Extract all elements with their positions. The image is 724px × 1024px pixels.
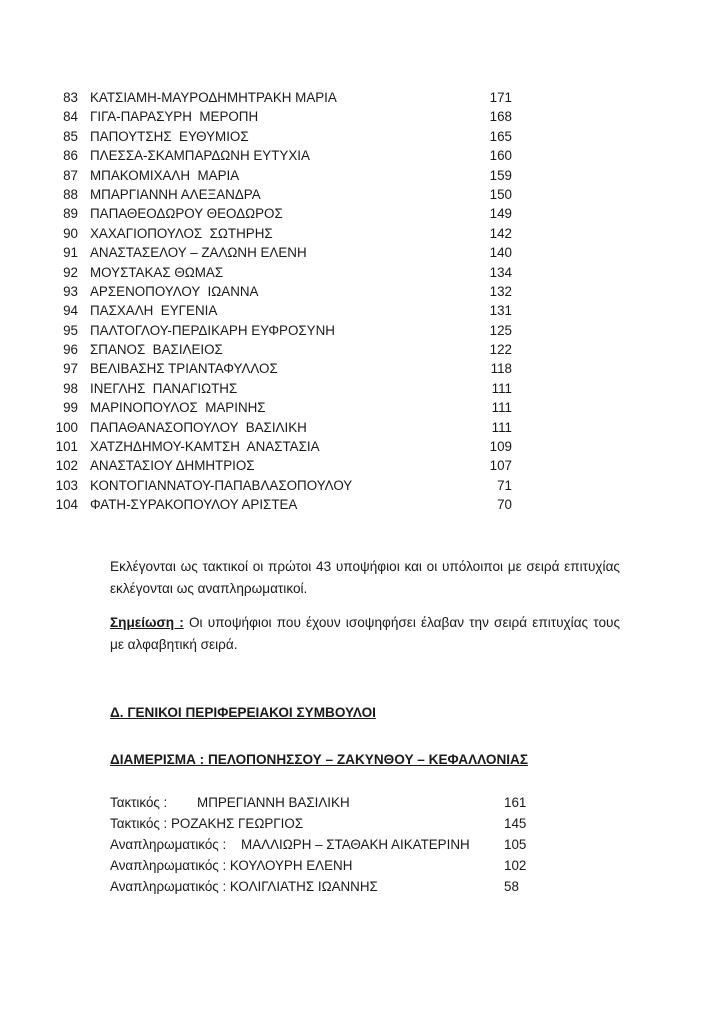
rank-number: 94 bbox=[63, 303, 78, 319]
vote-count: 140 bbox=[489, 245, 512, 261]
table-row bbox=[52, 495, 522, 514]
table-row bbox=[52, 263, 522, 282]
table-row bbox=[52, 243, 522, 262]
candidate-name: ΒΕΛΙΒΑΣΗΣ ΤΡΙΑΝΤΑΦΥΛΛΟΣ bbox=[90, 361, 278, 377]
table-row bbox=[52, 418, 522, 437]
elected-paragraph: Εκλέγονται ως τακτικοί οι πρώτοι 43 υποψήφιοι και οι υπόλοιποι με σειρά επιτυχίας εκλέγονται ως αναπληρωματικοί. bbox=[110, 559, 620, 596]
ranking-table bbox=[52, 88, 522, 515]
rank-number: 95 bbox=[63, 322, 78, 338]
note-text: Οι υποψήφιοι που έχουν ισοψηφήσει έλαβαν την σειρά επιτυχίας τους με αλφαβητική σειρά. bbox=[110, 615, 620, 652]
table-row bbox=[52, 146, 522, 165]
rank-number: 99 bbox=[63, 400, 78, 416]
vote-count: 142 bbox=[489, 225, 512, 241]
vote-count: 145 bbox=[504, 816, 527, 831]
table-row bbox=[52, 282, 522, 301]
vote-count: 122 bbox=[489, 342, 512, 358]
table-row bbox=[52, 359, 522, 378]
table-row bbox=[52, 185, 522, 204]
rank-number: 104 bbox=[55, 497, 78, 513]
table-row bbox=[52, 107, 522, 126]
vote-count: 102 bbox=[504, 858, 527, 873]
vote-count: 109 bbox=[489, 439, 512, 455]
table-row bbox=[52, 166, 522, 185]
member-entry: Αναπληρωματικός : ΚΟΛΙΓΛΙΑΤΗΣ ΙΩΑΝΝΗΣ bbox=[110, 879, 378, 894]
vote-count: 149 bbox=[489, 206, 512, 222]
rank-number: 85 bbox=[63, 128, 78, 144]
department-heading: ΔΙΑΜΕΡΙΣΜΑ : ΠΕΛΟΠΟΝΗΣΣΟΥ – ΖΑΚΥΝΘΟΥ – ΚΕΦΑΛΛΟΝΙΑΣ bbox=[110, 752, 529, 767]
table-row bbox=[52, 224, 522, 243]
table-row bbox=[52, 437, 522, 456]
table-row bbox=[52, 476, 522, 495]
rank-number: 88 bbox=[63, 186, 78, 202]
vote-count: 159 bbox=[489, 167, 512, 183]
rank-number: 89 bbox=[63, 206, 78, 222]
member-entry: Αναπληρωματικός : ΚΟΥΛΟΥΡΗ ΕΛΕΝΗ bbox=[110, 858, 353, 873]
vote-count: 105 bbox=[504, 837, 527, 852]
rank-number: 101 bbox=[55, 439, 78, 455]
vote-count: 107 bbox=[489, 458, 512, 474]
rank-number: 83 bbox=[63, 90, 78, 105]
list-item bbox=[110, 834, 530, 855]
table-row bbox=[52, 321, 522, 340]
rank-number: 96 bbox=[63, 342, 78, 358]
list-item bbox=[110, 876, 530, 897]
table-row bbox=[52, 301, 522, 320]
rank-number: 87 bbox=[63, 167, 78, 183]
rank-number: 90 bbox=[63, 225, 78, 241]
rank-number: 98 bbox=[63, 380, 78, 396]
candidate-name: ΜΟΥΣΤΑΚΑΣ ΘΩΜΑΣ bbox=[90, 264, 224, 280]
table-row bbox=[52, 127, 522, 146]
vote-count: 118 bbox=[490, 361, 512, 377]
rank-number: 84 bbox=[63, 109, 78, 125]
list-item bbox=[110, 855, 530, 876]
candidate-name: ΧΑΤΖΗΔΗΜΟΥ-ΚΑΜΤΣΗ ΑΝΑΣΤΑΣΙΑ bbox=[90, 439, 320, 455]
candidate-name: ΠΑΣΧΑΛΗ ΕΥΓΕΝΙΑ bbox=[90, 303, 218, 319]
council-list bbox=[110, 792, 530, 897]
candidate-name: ΠΑΠΑΘΑΝΑΣΟΠΟΥΛΟΥ ΒΑΣΙΛΙΚΗ bbox=[90, 419, 307, 435]
candidate-name: ΠΑΠΑΘΕΟΔΩΡΟΥ ΘΕΟΔΩΡΟΣ bbox=[90, 206, 283, 222]
rank-number: 103 bbox=[55, 477, 78, 493]
candidate-name: ΜΠΑΡΓΙΑΝΝΗ ΑΛΕΞΑΝΔΡΑ bbox=[90, 186, 261, 202]
candidate-name: ΑΡΣΕΝΟΠΟΥΛΟΥ ΙΩΑΝΝΑ bbox=[90, 283, 259, 299]
vote-count: 58 bbox=[504, 879, 519, 894]
candidate-name: ΜΠΑΚΟΜΙΧΑΛΗ ΜΑΡΙΑ bbox=[90, 167, 240, 183]
table-row bbox=[52, 340, 522, 359]
candidate-name: ΠΑΠΟΥΤΣΗΣ ΕΥΘΥΜΙΟΣ bbox=[90, 128, 249, 144]
vote-count: 131 bbox=[489, 303, 512, 319]
table-row bbox=[52, 456, 522, 475]
candidate-name: ΠΛΕΣΣΑ-ΣΚΑΜΠΑΡΔΩΝΗ ΕΥΤΥΧΙΑ bbox=[90, 148, 310, 164]
candidate-name: ΣΠΑΝΟΣ ΒΑΣΙΛΕΙΟΣ bbox=[90, 342, 223, 358]
vote-count: 134 bbox=[489, 264, 512, 280]
list-item bbox=[110, 792, 530, 813]
candidate-name: ΑΝΑΣΤΑΣΙΟΥ ΔΗΜΗΤΡΙΟΣ bbox=[90, 458, 255, 474]
member-entry: Τακτικός : ΜΠΡΕΓΙΑΝΝΗ ΒΑΣΙΛΙΚΗ bbox=[110, 795, 350, 810]
candidate-name: ΠΑΛΤΟΓΛΟΥ-ΠΕΡΔΙΚΑΡΗ ΕΥΦΡΟΣΥΝΗ bbox=[90, 322, 335, 338]
candidate-name: ΙΝΕΓΛΗΣ ΠΑΝΑΓΙΩΤΗΣ bbox=[90, 380, 238, 396]
rank-number: 97 bbox=[63, 361, 78, 377]
candidate-name: ΧΑΧΑΓΙΟΠΟΥΛΟΣ ΣΩΤΗΡΗΣ bbox=[90, 225, 273, 241]
candidate-name: ΚΟΝΤΟΓΙΑΝΝΑΤΟΥ-ΠΑΠΑΒΛΑΣΟΠΟΥΛΟΥ bbox=[90, 477, 353, 493]
rank-number: 92 bbox=[63, 264, 78, 280]
vote-count: 165 bbox=[489, 128, 512, 144]
table-row bbox=[52, 379, 522, 398]
rank-number: 100 bbox=[55, 419, 78, 435]
table-row bbox=[52, 204, 522, 223]
candidate-name: ΑΝΑΣΤΑΣΕΛΟΥ – ΖΑΛΩΝΗ ΕΛΕΝΗ bbox=[90, 245, 307, 261]
vote-count: 171 bbox=[489, 90, 512, 105]
member-entry: Αναπληρωματικός : ΜΑΛΛΙΩΡΗ – ΣΤΑΘΑΚΗ ΑΙΚΑΤΕΡΙΝΗ bbox=[110, 837, 470, 852]
table-row bbox=[52, 398, 522, 417]
candidate-name: ΜΑΡΙΝΟΠΟΥΛΟΣ ΜΑΡΙΝΗΣ bbox=[90, 400, 266, 416]
section-heading: Δ. ΓΕΝΙΚΟΙ ΠΕΡΙΦΕΡΕΙΑΚΟΙ ΣΥΜΒΟΥΛΟΙ bbox=[110, 705, 376, 720]
vote-count: 111 bbox=[491, 419, 512, 435]
vote-count: 168 bbox=[489, 109, 512, 125]
vote-count: 160 bbox=[489, 148, 512, 164]
vote-count: 111 bbox=[491, 400, 512, 416]
list-item bbox=[110, 813, 530, 834]
vote-count: 71 bbox=[497, 477, 512, 493]
table-row bbox=[52, 88, 522, 107]
member-entry: Τακτικός : ΡΟΖΑΚΗΣ ΓΕΩΡΓΙΟΣ bbox=[110, 816, 304, 831]
candidate-name: ΦΑΤΗ-ΣΥΡΑΚΟΠΟΥΛΟΥ ΑΡΙΣΤΕΑ bbox=[90, 497, 298, 513]
rank-number: 86 bbox=[63, 148, 78, 164]
vote-count: 125 bbox=[489, 322, 512, 338]
vote-count: 161 bbox=[504, 795, 527, 810]
candidate-name: ΓΙΓΑ-ΠΑΡΑΣΥΡΗ ΜΕΡΟΠΗ bbox=[90, 109, 259, 125]
vote-count: 150 bbox=[489, 186, 512, 202]
rank-number: 93 bbox=[63, 283, 78, 299]
note-paragraph bbox=[110, 612, 620, 656]
rank-number: 91 bbox=[63, 245, 78, 261]
rank-number: 102 bbox=[55, 458, 78, 474]
vote-count: 70 bbox=[497, 497, 512, 513]
candidate-name: ΚΑΤΣΙΑΜΗ-ΜΑΥΡΟΔΗΜΗΤΡΑΚΗ ΜΑΡΙΑ bbox=[90, 90, 337, 105]
note-label: Σημείωση : bbox=[110, 615, 184, 630]
vote-count: 132 bbox=[489, 283, 512, 299]
vote-count: 111 bbox=[491, 380, 512, 396]
